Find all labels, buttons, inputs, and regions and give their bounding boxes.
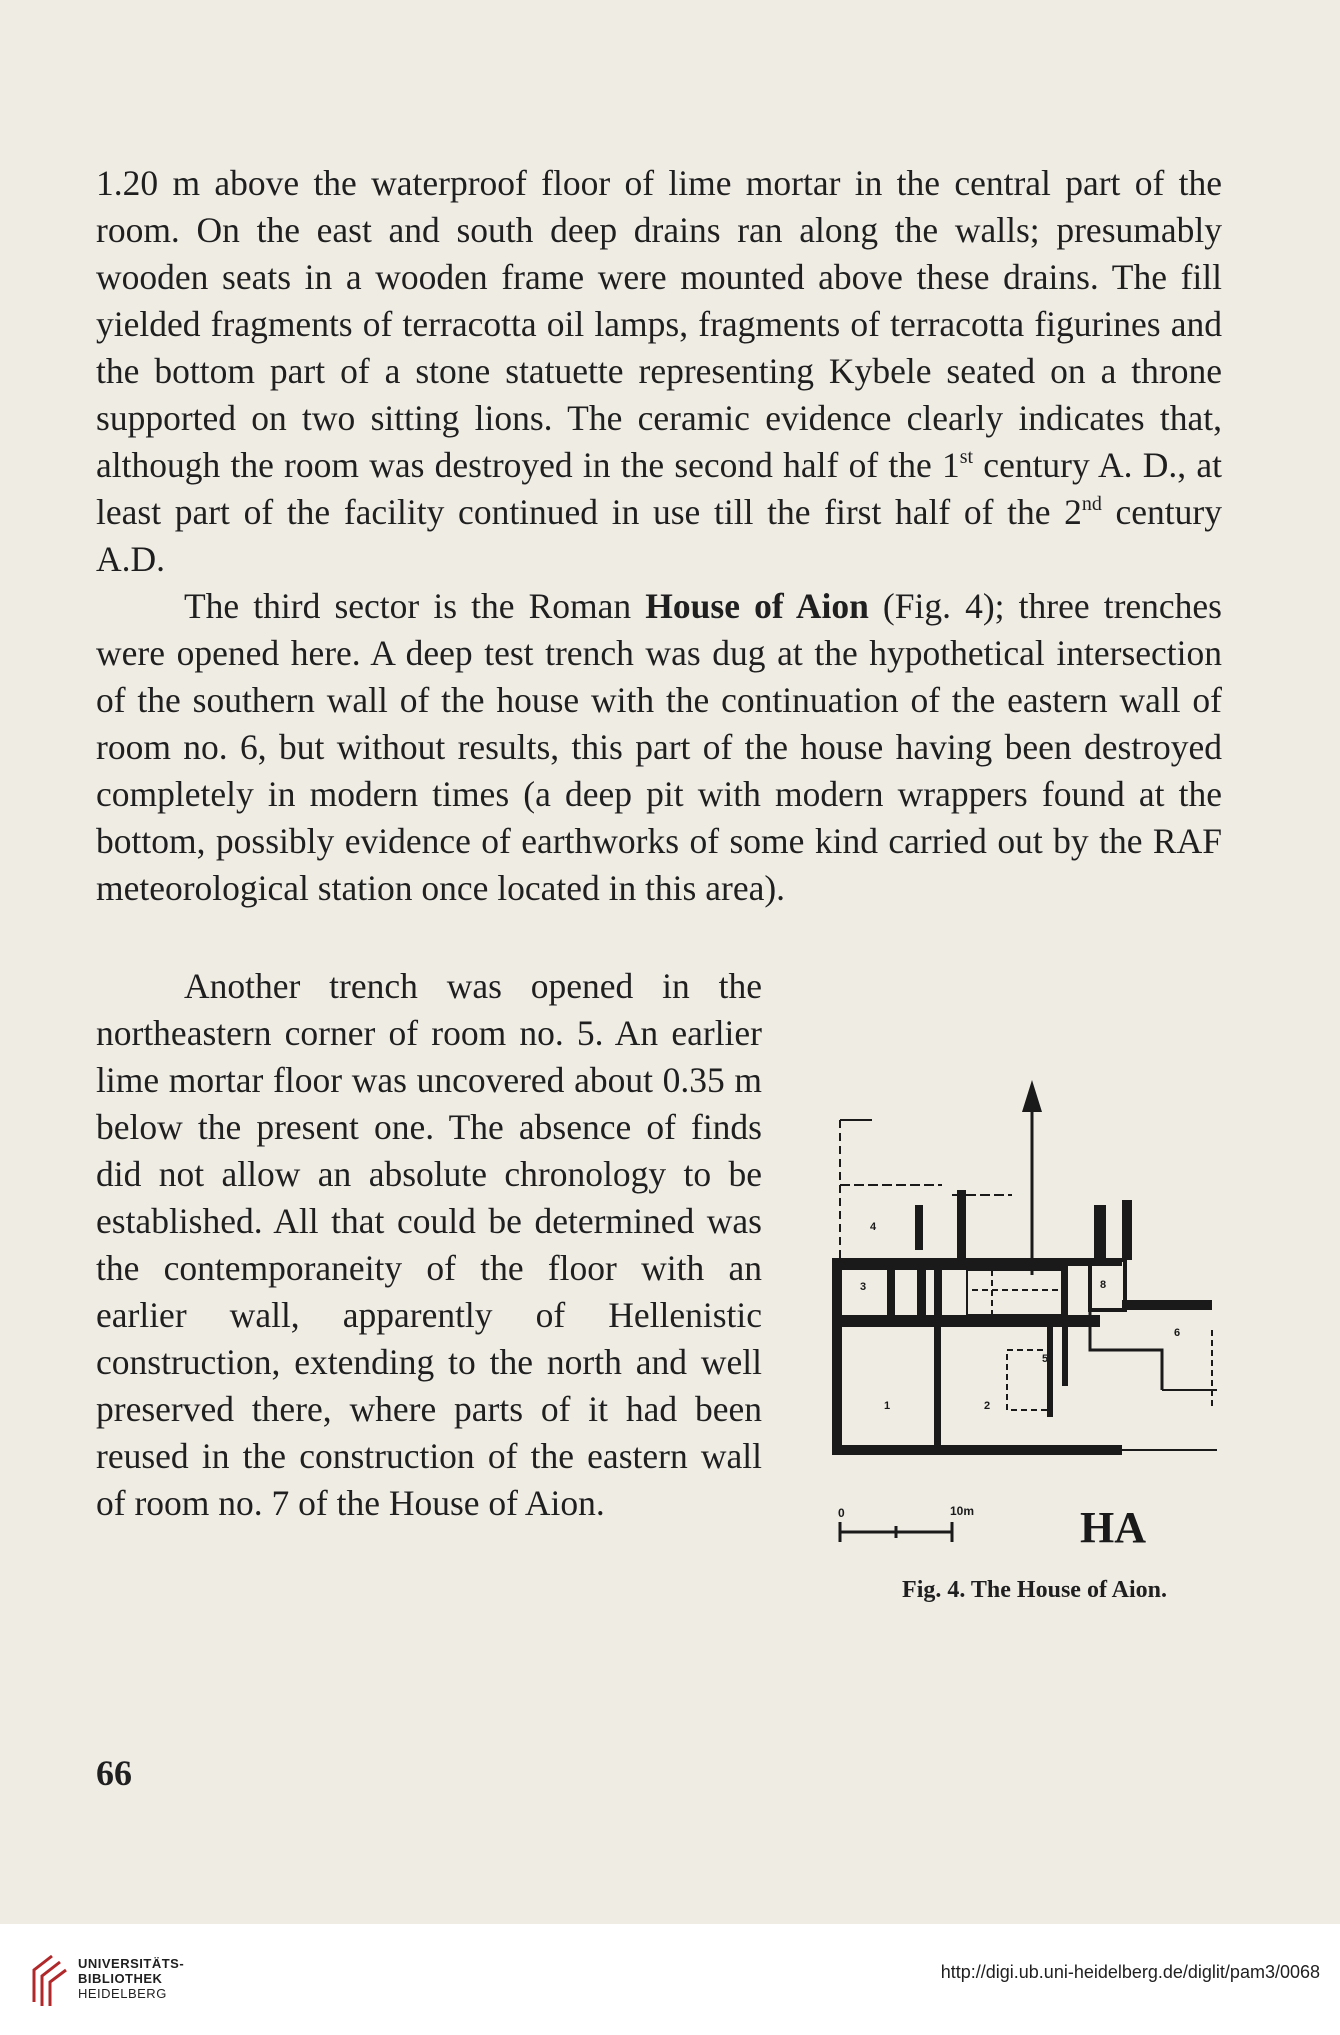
paragraph-2-text-a: The third sector is the Roman: [184, 586, 646, 626]
superscript-nd: nd: [1081, 493, 1102, 515]
north-arrow-icon: [1022, 1080, 1042, 1275]
paragraph-1-text-c: century A.D.: [96, 492, 1222, 579]
room-label-6: 6: [1174, 1327, 1181, 1339]
figure-house-of-aion: [822, 1050, 1222, 1610]
house-of-aion-bold: House of Aion: [645, 586, 869, 626]
figure-caption: Fig. 4. The House of Aion.: [902, 1577, 1167, 1603]
site-label-ha: HA: [1080, 1503, 1146, 1550]
house-plan-drawing: [822, 1050, 1222, 1550]
paragraph-2-text-b: (Fig. 4); three trenches were opened here. A deep test trench was dug at the hypothetical intersection of the southern wall of the house with the continuation of the eastern wall of room no. 6, but without results, this part of the house having been destroyed completely in modern times (a deep pit with modern wrappers found at the bottom, possibly evidence of earthworks of some kind carried out by the RAF meteorological station once located in this area).: [96, 586, 1222, 908]
scale-label-0: 0: [838, 1506, 845, 1520]
scale-label-10m: 10m: [950, 1504, 975, 1518]
room-label-2: 2: [984, 1400, 991, 1412]
library-logo-icon: [28, 1950, 70, 2008]
paragraph-1-text-b: century A. D., at least part of the facility continued in use till the first half of the 2: [96, 445, 1223, 532]
scale-bar: [840, 1522, 952, 1542]
room-label-7: 7: [1062, 1295, 1069, 1307]
library-name-line1: UNIVERSITÄTS-: [78, 1956, 185, 1971]
superscript-st: st: [959, 446, 974, 468]
room-label-4: 4: [870, 1221, 877, 1233]
room-label-3: 3: [860, 1281, 867, 1293]
room-label-5: 5: [1042, 1353, 1049, 1365]
library-name-line3: HEIDELBERG: [78, 1986, 167, 2001]
body-text-wrapped: [96, 963, 762, 1527]
paragraph-1: [96, 160, 1222, 583]
source-url-link[interactable]: http://digi.ub.uni-heidelberg.de/diglit/pam3/0068: [940, 1962, 1320, 1982]
paragraph-3: Another trench was opened in the northeastern corner of room no. 5. An earlier lime mortar floor was uncovered about 0.35 m below the present one. The absence of finds did not allow an absolute chronology to be established. All that could be determined was the contemporaneity of the floor with an earlier wall, apparently of Hellenistic construction, extending to the north and well preserved there, where parts of it had been reused in the construction of the eastern wall of room no. 7 of the House of Aion.: [96, 966, 762, 1523]
library-name: [78, 1956, 184, 2001]
body-text-top: [96, 160, 1222, 912]
page-number: 66: [96, 1753, 132, 1793]
library-name-line2: BIBLIOTHEK: [78, 1971, 163, 1986]
paragraph-2: [96, 583, 1222, 912]
paragraph-1-text-a: 1.20 m above the waterproof floor of lime mortar in the central part of the room. On the east and south deep drains ran along the walls; presumably wooden seats in a wooden frame were mounted above these drains. The fill yielded fragments of terracotta oil lamps, fragments of terracotta figurines and the bottom part of a stone statuette representing Kybele seated on a throne supported on two sitting lions. The ceramic evidence clearly indicates that, although the room was destroyed in the second half of the 1: [96, 163, 1222, 485]
footer-bar: [0, 1924, 1340, 2035]
room-label-1: 1: [884, 1400, 891, 1412]
room-label-8: 8: [1100, 1279, 1107, 1291]
